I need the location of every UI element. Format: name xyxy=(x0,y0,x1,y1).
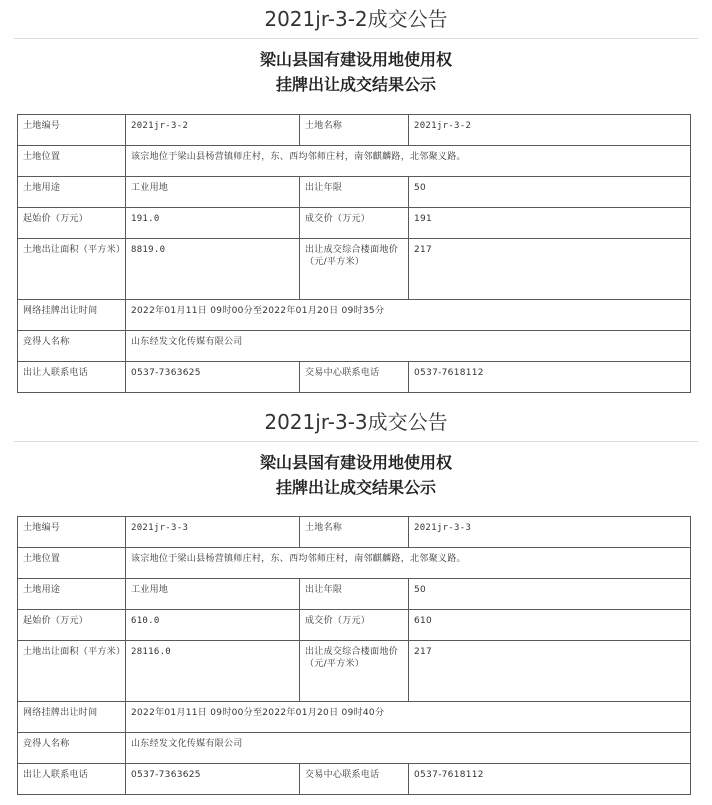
value-deal-price: 610 xyxy=(409,610,691,641)
notice-title: 2021jr-3-2成交公告 xyxy=(264,7,448,31)
label-usage: 土地用途 xyxy=(18,177,126,208)
label-winner: 竞得人名称 xyxy=(18,733,126,764)
label-grantor-phone: 出让人联系电话 xyxy=(18,362,126,393)
value-grantor-phone: 0537-7363625 xyxy=(126,764,300,795)
table-row xyxy=(18,764,691,795)
value-winner: 山东经发文化传媒有限公司 xyxy=(126,331,691,362)
land-result-table xyxy=(17,516,691,795)
table-row xyxy=(18,146,691,177)
value-deal-price: 191 xyxy=(409,208,691,239)
value-usage: 工业用地 xyxy=(126,579,300,610)
value-term: 50 xyxy=(409,177,691,208)
value-floor-price: 217 xyxy=(409,239,691,300)
notice-title: 2021jr-3-3成交公告 xyxy=(264,410,448,434)
label-term: 出让年限 xyxy=(300,177,409,208)
notice-1 xyxy=(0,0,712,400)
value-listing-time: 2022年01月11日 09时00分至2022年01月20日 09时35分 xyxy=(126,300,691,331)
label-term: 出让年限 xyxy=(300,579,409,610)
heading-line-1: 梁山县国有建设用地使用权 xyxy=(259,50,452,69)
value-parcel-name: 2021jr-3-3 xyxy=(409,517,691,548)
table-row xyxy=(18,331,691,362)
value-grantor-phone: 0537-7363625 xyxy=(126,362,300,393)
title-divider xyxy=(14,441,698,442)
notice-2 xyxy=(0,403,712,805)
heading-line-2: 挂牌出让成交结果公示 xyxy=(275,478,436,497)
value-listing-time: 2022年01月11日 09时00分至2022年01月20日 09时40分 xyxy=(126,702,691,733)
label-grantor-phone: 出让人联系电话 xyxy=(18,764,126,795)
value-center-phone: 0537-7618112 xyxy=(409,362,691,393)
heading-line-2: 挂牌出让成交结果公示 xyxy=(275,75,436,94)
table-row xyxy=(18,610,691,641)
label-floor-price: 出让成交综合楼面地价（元/平方米） xyxy=(300,239,409,300)
title-divider xyxy=(14,38,698,39)
heading-line-1: 梁山县国有建设用地使用权 xyxy=(259,453,452,472)
value-parcel-no: 2021jr-3-3 xyxy=(126,517,300,548)
table-row xyxy=(18,300,691,331)
value-area: 8819.0 xyxy=(126,239,300,300)
value-area: 28116.0 xyxy=(126,641,300,702)
label-usage: 土地用途 xyxy=(18,579,126,610)
label-area: 土地出让面积（平方米） xyxy=(18,641,126,702)
value-term: 50 xyxy=(409,579,691,610)
table-row xyxy=(18,362,691,393)
value-start-price: 610.0 xyxy=(126,610,300,641)
label-parcel-no: 土地编号 xyxy=(18,517,126,548)
label-location: 土地位置 xyxy=(18,548,126,579)
label-start-price: 起始价（万元） xyxy=(18,610,126,641)
value-center-phone: 0537-7618112 xyxy=(409,764,691,795)
value-parcel-no: 2021jr-3-2 xyxy=(126,115,300,146)
label-location: 土地位置 xyxy=(18,146,126,177)
table-row xyxy=(18,208,691,239)
label-deal-price: 成交价（万元） xyxy=(300,208,409,239)
label-parcel-name: 土地名称 xyxy=(300,517,409,548)
table-row xyxy=(18,177,691,208)
value-parcel-name: 2021jr-3-2 xyxy=(409,115,691,146)
label-deal-price: 成交价（万元） xyxy=(300,610,409,641)
label-parcel-name: 土地名称 xyxy=(300,115,409,146)
table-row xyxy=(18,733,691,764)
label-area: 土地出让面积（平方米） xyxy=(18,239,126,300)
table-row xyxy=(18,579,691,610)
label-center-phone: 交易中心联系电话 xyxy=(300,362,409,393)
table-row xyxy=(18,517,691,548)
value-start-price: 191.0 xyxy=(126,208,300,239)
label-center-phone: 交易中心联系电话 xyxy=(300,764,409,795)
table-row xyxy=(18,641,691,702)
label-winner: 竞得人名称 xyxy=(18,331,126,362)
value-usage: 工业用地 xyxy=(126,177,300,208)
label-parcel-no: 土地编号 xyxy=(18,115,126,146)
label-listing-time: 网络挂牌出让时间 xyxy=(18,702,126,733)
label-floor-price: 出让成交综合楼面地价（元/平方米） xyxy=(300,641,409,702)
land-result-table xyxy=(17,114,691,393)
value-location: 该宗地位于梁山县杨营镇师庄村，东、西均邻师庄村，南邻麒麟路，北邻聚义路。 xyxy=(126,548,691,579)
label-listing-time: 网络挂牌出让时间 xyxy=(18,300,126,331)
value-floor-price: 217 xyxy=(409,641,691,702)
label-start-price: 起始价（万元） xyxy=(18,208,126,239)
table-row xyxy=(18,115,691,146)
value-winner: 山东经发文化传媒有限公司 xyxy=(126,733,691,764)
value-location: 该宗地位于梁山县杨营镇师庄村，东、西均邻师庄村，南邻麒麟路，北邻聚义路。 xyxy=(126,146,691,177)
table-row xyxy=(18,239,691,300)
table-row xyxy=(18,548,691,579)
table-row xyxy=(18,702,691,733)
